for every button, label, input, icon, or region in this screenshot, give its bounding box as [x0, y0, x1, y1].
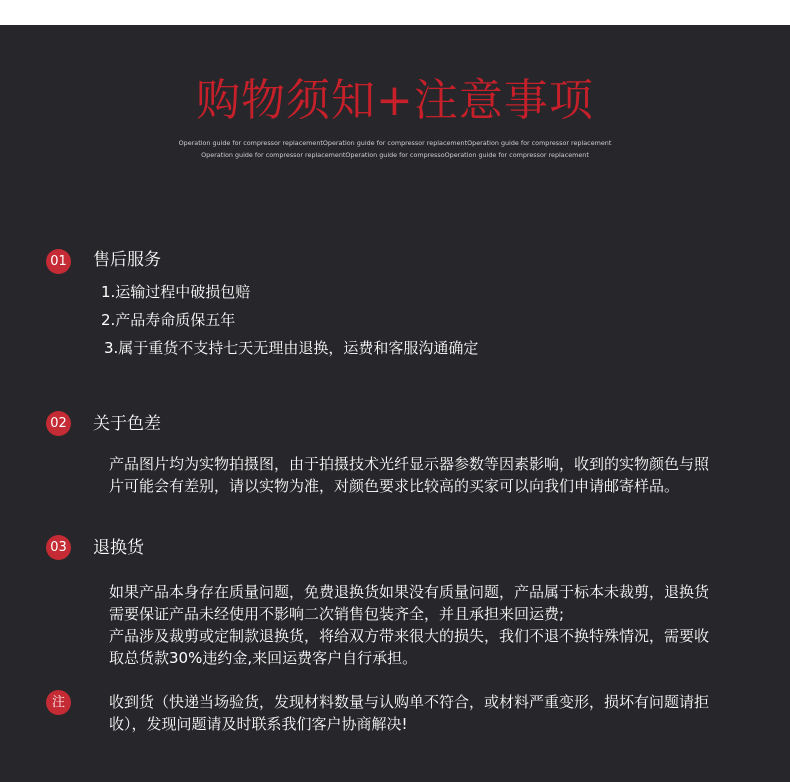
after-sales-item-1: 1.运输过程中破损包赔: [101, 283, 251, 301]
section-heading-returns: 退换货: [93, 538, 144, 558]
returns-paragraph-2: 产品涉及裁剪或定制款退换货，将给双方带来很大的损失，我们不退不换特殊情况，需要收取总货款30%违约金,来回运费客户自行承担。: [109, 627, 710, 667]
section-badge-02: 02: [46, 411, 71, 436]
returns-paragraph-1: 如果产品本身存在质量问题，免费退换货如果没有质量问题，产品属于标本未裁剪，退换货需要保证产品未经使用不影响二次销售包装齐全，并且承担来回运费;: [109, 583, 710, 623]
color-difference-paragraph: 产品图片均为实物拍摄图，由于拍摄技术光纤显示器参数等因素影响，收到的实物颜色与照片可能会有差别，请以实物为准，对颜色要求比较高的买家可以向我们申请邮寄样品。: [109, 455, 710, 495]
subtitle-line-1: Operation guide for compressor replacementOperation guide for compressor replacementOperation guide for compressor replacement: [178, 139, 612, 147]
subtitle-line-2: Operation guide for compressor replacementOperation guide for compressoOperation guide for compressor replacement: [201, 151, 589, 159]
section-heading-color-difference: 关于色差: [93, 414, 161, 434]
after-sales-item-3: 3.属于重货不支持七天无理由退换，运费和客服沟通确定: [104, 339, 479, 357]
section-heading-after-sales: 售后服务: [93, 250, 161, 270]
note-paragraph: 收到货（快递当场验货，发现材料数量与认购单不符合，或材料严重变形，损坏有问题请拒收），发现问题请及时联系我们客户协商解决!: [109, 693, 710, 733]
after-sales-item-2: 2.产品寿命质保五年: [101, 311, 236, 329]
note-badge: 注: [46, 690, 71, 715]
page-title: 购物须知+注意事项: [196, 75, 594, 126]
section-badge-01: 01: [46, 249, 71, 274]
section-badge-03: 03: [46, 535, 71, 560]
